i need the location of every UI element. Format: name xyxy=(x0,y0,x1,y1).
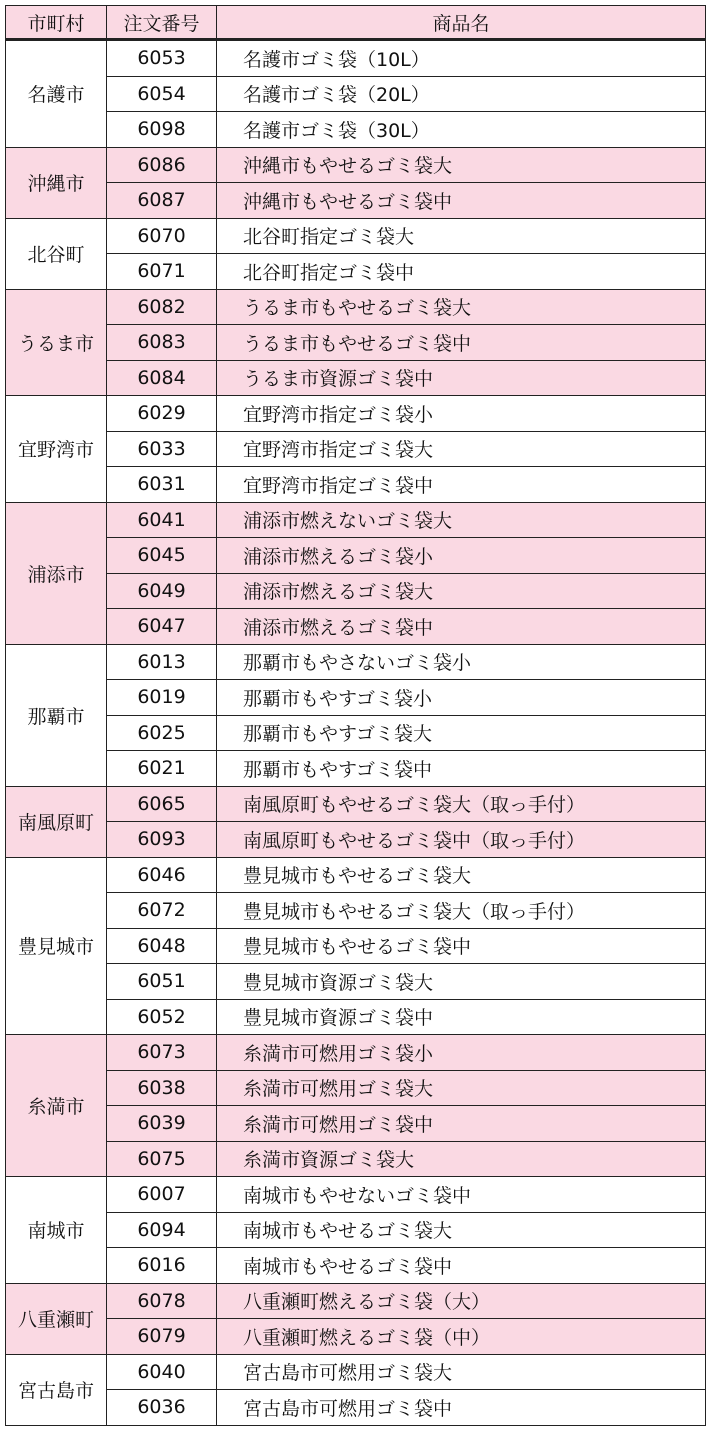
order-number-cell: 6072 xyxy=(107,893,217,929)
table-row xyxy=(6,751,706,787)
table-row xyxy=(6,289,706,325)
table-row xyxy=(6,1390,706,1426)
order-number-cell: 6052 xyxy=(107,999,217,1035)
product-name-cell: 豊見城市資源ゴミ袋大 xyxy=(217,964,706,1000)
header-order-number: 注文番号 xyxy=(107,6,217,40)
product-name-cell: 那覇市もやすゴミ袋中 xyxy=(217,751,706,787)
table-row xyxy=(6,1319,706,1355)
municipality-cell: 八重瀬町 xyxy=(6,1283,107,1354)
product-name-cell: 那覇市もやすゴミ袋小 xyxy=(217,680,706,716)
order-number-cell: 6079 xyxy=(107,1319,217,1355)
order-number-cell: 6045 xyxy=(107,538,217,574)
order-number-cell: 6040 xyxy=(107,1354,217,1390)
product-name-cell: 名護市ゴミ袋（20L） xyxy=(217,76,706,112)
product-name-cell: 豊見城市もやせるゴミ袋大 xyxy=(217,857,706,893)
order-number-cell: 6070 xyxy=(107,218,217,254)
product-name-cell: 北谷町指定ゴミ袋大 xyxy=(217,218,706,254)
order-number-cell: 6029 xyxy=(107,396,217,432)
table-row xyxy=(6,1070,706,1106)
order-number-cell: 6038 xyxy=(107,1070,217,1106)
table-row xyxy=(6,218,706,254)
product-name-cell: 那覇市もやさないゴミ袋小 xyxy=(217,644,706,680)
municipality-cell: 浦添市 xyxy=(6,502,107,644)
product-name-cell: 浦添市燃えないゴミ袋大 xyxy=(217,502,706,538)
order-number-cell: 6078 xyxy=(107,1283,217,1319)
product-name-cell: 南城市もやせるゴミ袋中 xyxy=(217,1248,706,1284)
table-row xyxy=(6,1248,706,1284)
table-row xyxy=(6,40,706,77)
header-product-name: 商品名 xyxy=(217,6,706,40)
order-number-cell: 6082 xyxy=(107,289,217,325)
product-name-cell: 浦添市燃えるゴミ袋小 xyxy=(217,538,706,574)
table-row xyxy=(6,325,706,361)
table-row xyxy=(6,999,706,1035)
product-name-cell: 糸満市資源ゴミ袋大 xyxy=(217,1141,706,1177)
product-name-cell: 宜野湾市指定ゴミ袋小 xyxy=(217,396,706,432)
table-row xyxy=(6,431,706,467)
table-row xyxy=(6,396,706,432)
municipality-cell: 南風原町 xyxy=(6,786,107,857)
municipality-cell: 宜野湾市 xyxy=(6,396,107,503)
table-row xyxy=(6,680,706,716)
table-row xyxy=(6,1354,706,1390)
table-row xyxy=(6,76,706,112)
product-name-cell: 糸満市可燃用ゴミ袋中 xyxy=(217,1106,706,1142)
product-name-cell: 南城市もやせるゴミ袋大 xyxy=(217,1212,706,1248)
order-number-cell: 6084 xyxy=(107,360,217,396)
product-name-cell: 南風原町もやせるゴミ袋中（取っ手付） xyxy=(217,822,706,858)
product-name-cell: 八重瀬町燃えるゴミ袋（中） xyxy=(217,1319,706,1355)
table-row xyxy=(6,857,706,893)
table-row xyxy=(6,609,706,645)
product-name-cell: 名護市ゴミ袋（10L） xyxy=(217,40,706,77)
order-number-cell: 6013 xyxy=(107,644,217,680)
municipality-cell: 沖縄市 xyxy=(6,147,107,218)
municipality-cell: 宮古島市 xyxy=(6,1354,107,1425)
table-row xyxy=(6,1177,706,1213)
table-row xyxy=(6,964,706,1000)
municipality-cell: うるま市 xyxy=(6,289,107,396)
table-row xyxy=(6,502,706,538)
product-name-cell: 宜野湾市指定ゴミ袋大 xyxy=(217,431,706,467)
municipality-cell: 糸満市 xyxy=(6,1035,107,1177)
table-row xyxy=(6,183,706,219)
product-name-cell: 南風原町もやせるゴミ袋大（取っ手付） xyxy=(217,786,706,822)
order-number-cell: 6033 xyxy=(107,431,217,467)
order-number-cell: 6046 xyxy=(107,857,217,893)
product-name-cell: 糸満市可燃用ゴミ袋小 xyxy=(217,1035,706,1071)
table-row xyxy=(6,715,706,751)
table-row xyxy=(6,147,706,183)
order-number-cell: 6065 xyxy=(107,786,217,822)
product-name-cell: 豊見城市もやせるゴミ袋大（取っ手付） xyxy=(217,893,706,929)
product-name-cell: 沖縄市もやせるゴミ袋中 xyxy=(217,183,706,219)
product-name-cell: 沖縄市もやせるゴミ袋大 xyxy=(217,147,706,183)
product-name-cell: うるま市もやせるゴミ袋中 xyxy=(217,325,706,361)
table-row xyxy=(6,112,706,148)
order-number-cell: 6093 xyxy=(107,822,217,858)
product-name-cell: 浦添市燃えるゴミ袋大 xyxy=(217,573,706,609)
order-number-cell: 6053 xyxy=(107,40,217,77)
table-row xyxy=(6,360,706,396)
order-number-cell: 6094 xyxy=(107,1212,217,1248)
order-number-cell: 6086 xyxy=(107,147,217,183)
order-number-cell: 6087 xyxy=(107,183,217,219)
table-header xyxy=(6,6,706,40)
table-row xyxy=(6,786,706,822)
municipality-cell: 南城市 xyxy=(6,1177,107,1284)
table-row xyxy=(6,1141,706,1177)
order-number-cell: 6075 xyxy=(107,1141,217,1177)
order-number-cell: 6025 xyxy=(107,715,217,751)
municipality-cell: 名護市 xyxy=(6,40,107,148)
product-name-cell: うるま市もやせるゴミ袋大 xyxy=(217,289,706,325)
order-number-cell: 6019 xyxy=(107,680,217,716)
product-name-cell: 那覇市もやすゴミ袋大 xyxy=(217,715,706,751)
municipality-cell: 北谷町 xyxy=(6,218,107,289)
table-row xyxy=(6,1212,706,1248)
product-name-cell: うるま市資源ゴミ袋中 xyxy=(217,360,706,396)
order-number-cell: 6098 xyxy=(107,112,217,148)
order-number-cell: 6054 xyxy=(107,76,217,112)
product-name-cell: 南城市もやせないゴミ袋中 xyxy=(217,1177,706,1213)
product-name-cell: 豊見城市もやせるゴミ袋中 xyxy=(217,928,706,964)
order-number-cell: 6036 xyxy=(107,1390,217,1426)
order-number-cell: 6071 xyxy=(107,254,217,290)
table-row xyxy=(6,893,706,929)
order-number-cell: 6048 xyxy=(107,928,217,964)
product-name-cell: 宮古島市可燃用ゴミ袋大 xyxy=(217,1354,706,1390)
product-name-cell: 八重瀬町燃えるゴミ袋（大） xyxy=(217,1283,706,1319)
product-name-cell: 宮古島市可燃用ゴミ袋中 xyxy=(217,1390,706,1426)
order-number-cell: 6041 xyxy=(107,502,217,538)
table-row xyxy=(6,538,706,574)
table-row xyxy=(6,1283,706,1319)
order-number-cell: 6016 xyxy=(107,1248,217,1284)
product-name-cell: 糸満市可燃用ゴミ袋大 xyxy=(217,1070,706,1106)
table-row xyxy=(6,928,706,964)
table-row xyxy=(6,1035,706,1071)
municipality-cell: 那覇市 xyxy=(6,644,107,786)
product-name-cell: 宜野湾市指定ゴミ袋中 xyxy=(217,467,706,503)
order-number-cell: 6083 xyxy=(107,325,217,361)
table-row xyxy=(6,1106,706,1142)
table-row xyxy=(6,822,706,858)
product-name-cell: 北谷町指定ゴミ袋中 xyxy=(217,254,706,290)
order-number-cell: 6049 xyxy=(107,573,217,609)
order-number-cell: 6051 xyxy=(107,964,217,1000)
product-name-cell: 浦添市燃えるゴミ袋中 xyxy=(217,609,706,645)
table-row xyxy=(6,254,706,290)
product-name-cell: 名護市ゴミ袋（30L） xyxy=(217,112,706,148)
table-body xyxy=(6,40,706,1426)
order-number-cell: 6007 xyxy=(107,1177,217,1213)
municipality-cell: 豊見城市 xyxy=(6,857,107,1035)
header-municipality: 市町村 xyxy=(6,6,107,40)
order-number-cell: 6021 xyxy=(107,751,217,787)
order-number-cell: 6039 xyxy=(107,1106,217,1142)
garbage-bag-product-table xyxy=(5,5,706,1426)
header-row xyxy=(6,6,706,40)
table-row xyxy=(6,467,706,503)
order-number-cell: 6031 xyxy=(107,467,217,503)
product-table-container xyxy=(5,5,706,1426)
product-name-cell: 豊見城市資源ゴミ袋中 xyxy=(217,999,706,1035)
table-row xyxy=(6,573,706,609)
order-number-cell: 6073 xyxy=(107,1035,217,1071)
order-number-cell: 6047 xyxy=(107,609,217,645)
table-row xyxy=(6,644,706,680)
